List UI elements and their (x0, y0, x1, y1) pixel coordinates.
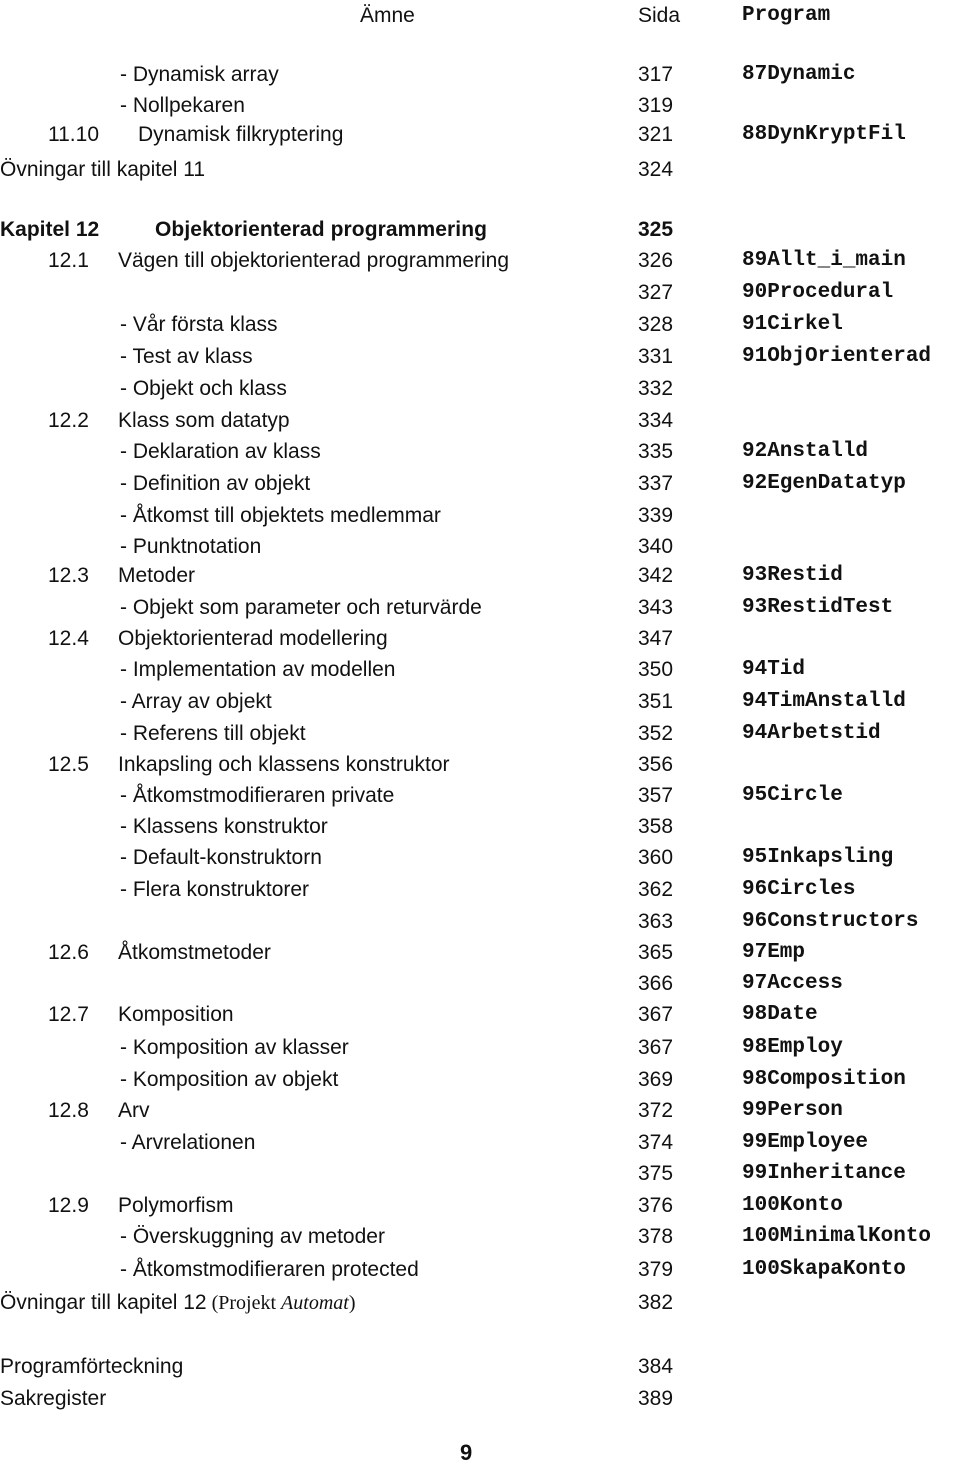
program-name: 88DynKryptFil (742, 123, 906, 146)
program-name: 97Access (742, 972, 843, 995)
toc-row (0, 1160, 960, 1188)
toc-row (0, 502, 960, 530)
entry-title (0, 156, 205, 184)
entry-title (138, 121, 343, 149)
program-name: 100Konto (742, 1194, 843, 1217)
entry-title-text: Klass som datatyp (118, 409, 290, 432)
toc-row (0, 1256, 960, 1284)
page-number-cell: 351 (638, 690, 674, 713)
page-number-cell: 367 (638, 1036, 674, 1059)
program-name: 93RestidTest (742, 596, 894, 619)
toc-row (0, 1223, 960, 1251)
entry-title-text: - Nollpekaren (120, 94, 245, 117)
entry-title-text: - Objekt och klass (120, 377, 287, 400)
entry-title-text: - Komposition av klasser (120, 1036, 349, 1059)
entry-title (120, 720, 306, 748)
toc-row (0, 343, 960, 371)
entry-title (118, 562, 195, 590)
project-note-prefix: (Projekt (211, 1292, 282, 1314)
page-number-cell: 334 (638, 409, 674, 432)
entry-title-text: - Komposition av objekt (120, 1068, 339, 1091)
entry-title-text: Övningar till kapitel 12 (0, 1291, 207, 1314)
entry-title (0, 1385, 106, 1413)
entry-title (120, 502, 441, 530)
entry-title-text: Objektorienterad programmering (155, 218, 488, 241)
section-number: 12.6 (48, 941, 89, 964)
entry-title-text: - Vår första klass (120, 313, 278, 336)
entry-title-text: Arv (118, 1099, 150, 1122)
program-name: 98Composition (742, 1068, 906, 1091)
entry-title (118, 1097, 150, 1125)
entry-title-text: Åtkomstmetoder (118, 941, 271, 964)
entry-title (120, 533, 261, 561)
program-name: 98Employ (742, 1036, 843, 1059)
entry-title-text: - Överskuggning av metoder (120, 1225, 385, 1248)
entry-title (120, 438, 321, 466)
page-number-cell: 369 (638, 1068, 674, 1091)
entry-title-text: - Flera konstruktorer (120, 878, 310, 901)
entry-title-text: - Åtkomstmodifieraren protected (120, 1258, 419, 1281)
toc-row (0, 813, 960, 841)
program-name: 96Constructors (742, 910, 919, 933)
entry-title (120, 1256, 419, 1284)
entry-title-text: - Åtkomstmodifieraren private (120, 784, 395, 807)
section-number: 12.3 (48, 564, 89, 587)
page-number-cell: 384 (638, 1355, 674, 1378)
toc-row (0, 407, 960, 435)
toc-row (0, 1289, 960, 1317)
toc-row (0, 216, 960, 244)
page-number-cell: 340 (638, 535, 674, 558)
entry-title-text: - Definition av objekt (120, 472, 311, 495)
page-number-cell: 319 (638, 94, 674, 117)
toc-row (0, 438, 960, 466)
toc-row (0, 1034, 960, 1062)
section-number: 12.8 (48, 1099, 89, 1122)
project-note (207, 1292, 356, 1314)
entry-title (120, 876, 309, 904)
page-number-cell: 366 (638, 972, 674, 995)
column-header-program: Program (742, 4, 831, 27)
page-number-cell: 367 (638, 1003, 674, 1026)
page-number-cell: 347 (638, 627, 674, 650)
toc-row (0, 121, 960, 149)
toc-row (0, 720, 960, 748)
page-number-cell: 365 (638, 941, 674, 964)
entry-title (0, 1353, 183, 1381)
entry-title (120, 1066, 338, 1094)
entry-title (0, 1289, 356, 1317)
page-number-cell: 350 (638, 658, 674, 681)
toc-row (0, 1066, 960, 1094)
toc-row (0, 1192, 960, 1220)
section-number: Kapitel 12 (0, 218, 100, 241)
entry-title-text: - Implementation av modellen (120, 658, 396, 681)
program-name: 99Employee (742, 1131, 869, 1154)
entry-title (155, 216, 487, 244)
page-number-cell: 352 (638, 722, 674, 745)
page-number-cell: 331 (638, 345, 674, 368)
entry-title-text: - Punktnotation (120, 535, 262, 558)
toc-row (0, 594, 960, 622)
page-number-cell: 327 (638, 281, 674, 304)
toc-row (0, 61, 960, 89)
entry-title (118, 939, 271, 967)
entry-title-text: Metoder (118, 564, 196, 587)
entry-title (118, 625, 388, 653)
entry-title-text: Objektorienterad modellering (118, 627, 388, 650)
page-number-cell: 321 (638, 123, 674, 146)
page-number-cell: 363 (638, 910, 674, 933)
toc-row (0, 375, 960, 403)
entry-title-text: - Objekt som parameter och returvärde (120, 596, 482, 619)
toc-row (0, 751, 960, 779)
page-number-cell: 343 (638, 596, 674, 619)
entry-title (120, 61, 279, 89)
program-name: 89Allt_i_main (742, 249, 906, 272)
program-name: 99Person (742, 1099, 843, 1122)
toc-row (0, 1353, 960, 1381)
entry-title (120, 594, 482, 622)
entry-title-text: - Klassens konstruktor (120, 815, 328, 838)
entry-title (120, 1129, 255, 1157)
toc-row (0, 908, 960, 936)
entry-title-text: - Test av klass (120, 345, 253, 368)
program-name: 94Tid (742, 658, 806, 681)
program-name: 98Date (742, 1003, 818, 1026)
toc-row (0, 625, 960, 653)
entry-title (120, 782, 394, 810)
program-name: 94Arbetstid (742, 722, 881, 745)
program-name: 99Inheritance (742, 1162, 906, 1185)
program-name: 97Emp (742, 941, 806, 964)
toc-row (0, 562, 960, 590)
program-name: 95Inkapsling (742, 846, 894, 869)
entry-title (120, 1034, 349, 1062)
toc-row (0, 1385, 960, 1413)
page-number-cell: 389 (638, 1387, 674, 1410)
page-number-cell: 325 (638, 218, 674, 241)
entry-title (120, 470, 310, 498)
entry-title (120, 375, 287, 403)
section-number: 12.7 (48, 1003, 89, 1026)
page-number-cell: 356 (638, 753, 674, 776)
toc-row (0, 688, 960, 716)
column-header-page: Sida (638, 4, 681, 27)
program-name: 92Anstalld (742, 440, 869, 463)
program-name: 91ObjOrienterad (742, 345, 932, 368)
program-name: 87Dynamic (742, 63, 856, 86)
section-number: 12.5 (48, 753, 89, 776)
page-number-cell: 342 (638, 564, 674, 587)
page-number-cell: 337 (638, 472, 674, 495)
toc-row (0, 533, 960, 561)
page-number-cell: 339 (638, 504, 674, 527)
program-name: 96Circles (742, 878, 856, 901)
entry-title (120, 656, 395, 684)
entry-title (120, 844, 322, 872)
toc-row (0, 1129, 960, 1157)
toc-row (0, 876, 960, 904)
page-number-cell: 382 (638, 1291, 674, 1314)
program-name: 95Circle (742, 784, 843, 807)
entry-title (118, 1192, 234, 1220)
entry-title (118, 1001, 234, 1029)
page-number-cell: 378 (638, 1225, 674, 1248)
entry-title-text: - Default-konstruktorn (120, 846, 322, 869)
program-name: 94TimAnstalld (742, 690, 906, 713)
section-number: 12.9 (48, 1194, 89, 1217)
program-name: 100MinimalKonto (742, 1225, 932, 1248)
entry-title (118, 407, 290, 435)
entry-title-text: Programförteckning (0, 1355, 184, 1378)
toc-row (0, 279, 960, 307)
page-number-cell: 358 (638, 815, 674, 838)
toc-row (0, 1001, 960, 1029)
entry-title (120, 92, 245, 120)
entry-title-text: - Referens till objekt (120, 722, 306, 745)
section-number: 12.2 (48, 409, 89, 432)
entry-title (120, 688, 272, 716)
page-number-cell: 317 (638, 63, 674, 86)
entry-title-text: - Åtkomst till objektets medlemmar (120, 504, 441, 527)
entry-title-text: - Arvrelationen (120, 1131, 256, 1154)
entry-title-text: Dynamisk filkryptering (138, 123, 344, 146)
page-number-cell: 335 (638, 440, 674, 463)
page-number-cell: 357 (638, 784, 674, 807)
toc-row (0, 92, 960, 120)
entry-title (118, 751, 450, 779)
entry-title-text: - Dynamisk array (120, 63, 279, 86)
entry-title-text: Vägen till objektorienterad programmering (118, 249, 510, 272)
page-number-cell: 372 (638, 1099, 674, 1122)
page-number-cell: 328 (638, 313, 674, 336)
section-number: 12.1 (48, 249, 89, 272)
entry-title-text: Polymorfism (118, 1194, 234, 1217)
program-name: 91Cirkel (742, 313, 843, 336)
program-name: 100SkapaKonto (742, 1258, 906, 1281)
section-number: 12.4 (48, 627, 89, 650)
entry-title-text: - Array av objekt (120, 690, 272, 713)
entry-title (120, 311, 278, 339)
toc-row (0, 311, 960, 339)
toc-row (0, 939, 960, 967)
page-number: 9 (460, 1440, 473, 1465)
page-number-cell: 376 (638, 1194, 674, 1217)
toc-row (0, 1097, 960, 1125)
column-header-subject: Ämne (360, 4, 415, 27)
page-number-cell: 326 (638, 249, 674, 272)
program-name: 92EgenDatatyp (742, 472, 906, 495)
toc-row (0, 970, 960, 998)
page-number-cell: 324 (638, 158, 674, 181)
project-note-name: Automat (281, 1292, 349, 1314)
entry-title (120, 343, 253, 371)
page-number-cell: 360 (638, 846, 674, 869)
toc-row (0, 470, 960, 498)
toc-row (0, 156, 960, 184)
entry-title (118, 247, 509, 275)
toc-row (0, 844, 960, 872)
page-number-cell: 374 (638, 1131, 674, 1154)
entry-title-text: Sakregister (0, 1387, 107, 1410)
toc-row (0, 656, 960, 684)
entry-title-text: Komposition (118, 1003, 234, 1026)
project-note-suffix: ) (348, 1292, 356, 1314)
program-name: 90Procedural (742, 281, 894, 304)
entry-title-text: - Deklaration av klass (120, 440, 321, 463)
entry-title (120, 1223, 385, 1251)
entry-title-text: Inkapsling och klassens konstruktor (118, 753, 450, 776)
section-number: 11.10 (48, 123, 99, 146)
program-name: 93Restid (742, 564, 843, 587)
page-number-cell: 379 (638, 1258, 674, 1281)
toc-row (0, 247, 960, 275)
toc-row (0, 782, 960, 810)
page-number-cell: 375 (638, 1162, 674, 1185)
page-number-cell: 362 (638, 878, 674, 901)
entry-title (120, 813, 328, 841)
entry-title-text: Övningar till kapitel 11 (0, 158, 206, 181)
page-number-cell: 332 (638, 377, 674, 400)
